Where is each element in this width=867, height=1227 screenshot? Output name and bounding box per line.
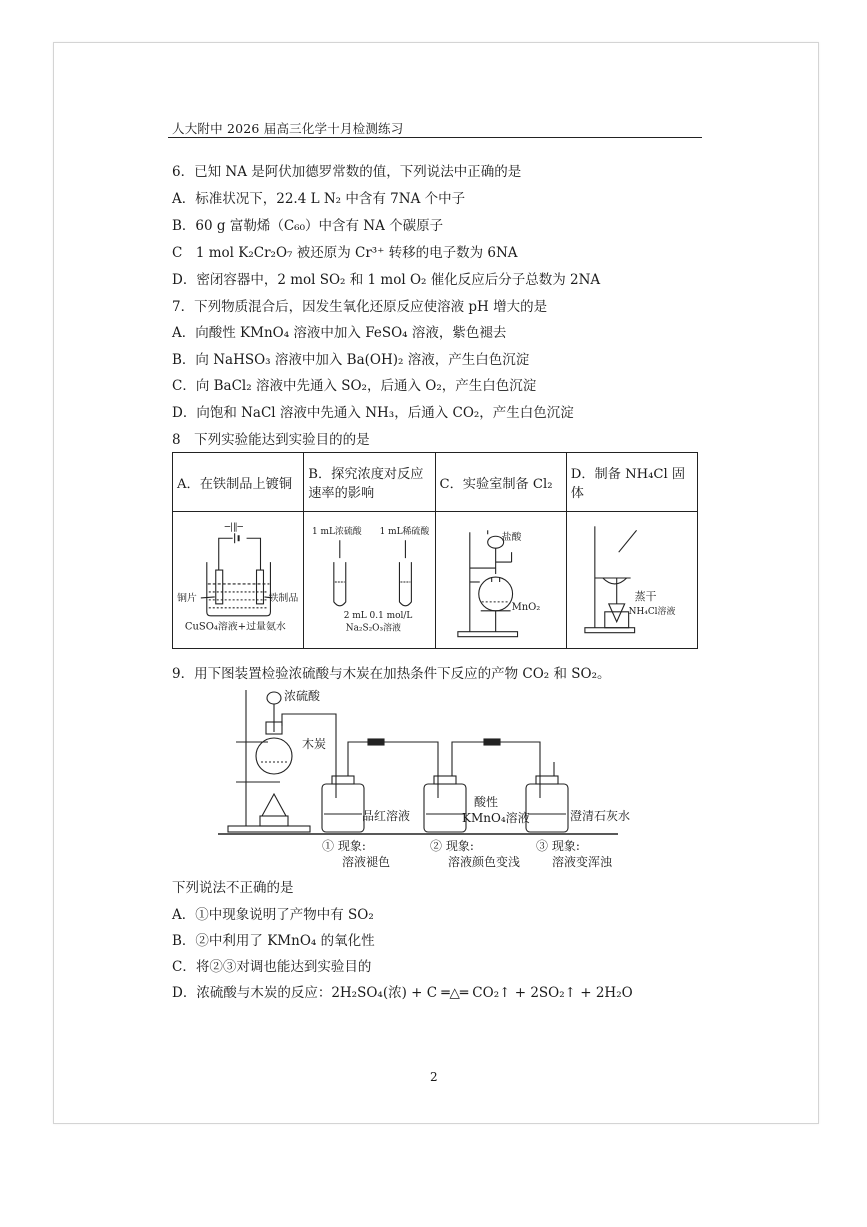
- q9-bottle2-label-a: 酸性: [474, 795, 499, 809]
- q7-option-a: A．向酸性 KMnO₄ 溶液中加入 FeSO₄ 溶液，紫色褪去: [172, 325, 507, 341]
- q9-phenomenon2-b: 溶液颜色变浅: [448, 855, 521, 869]
- q9-prompt: 下列说法不正确的是: [172, 880, 294, 896]
- q8-header-a: A．在铁制品上镀铜: [173, 453, 304, 512]
- c-acid-label: 盐酸: [501, 532, 522, 544]
- chlorine-apparatus: [436, 512, 566, 648]
- page-number: 2: [430, 1070, 438, 1084]
- q9-option-b: B．②中利用了 KMnO₄ 的氧化性: [172, 933, 375, 949]
- page-header: 人大附中 2026 届高三化学十月检测练习: [172, 121, 404, 136]
- q8-cell-d: [566, 512, 697, 649]
- q9-phenomenon3-b: 溶液变浑浊: [552, 855, 613, 869]
- q8-header-d: D．制备 NH₄Cl 固体: [566, 453, 697, 512]
- q8-header-c: C．实验室制备 Cl₂: [435, 453, 566, 512]
- q9-phenomenon1-a: ① 现象:: [322, 839, 366, 853]
- q7-option-d: D．向饱和 NaCl 溶液中先通入 NH₃，后通入 CO₂，产生白色沉淀: [172, 405, 574, 421]
- q9-bottle2-label-b: KMnO₄溶液: [462, 811, 530, 825]
- d-evap-label: 蒸干: [634, 589, 657, 603]
- b-conc-label: 1 mL浓硫酸: [312, 527, 362, 538]
- q8-stem: 8 下列实验能达到实验目的的是: [172, 432, 370, 448]
- q6-option-d: D．密闭容器中，2 mol SO₂ 和 1 mol O₂ 催化反应后分子总数为 2NA: [172, 272, 601, 288]
- d-solution-label: NH₄Cl溶液: [628, 606, 676, 617]
- electroplating-apparatus: [173, 512, 303, 648]
- q9-phenomenon3-a: ③ 现象:: [536, 839, 580, 853]
- q6-stem: 6．已知 NA 是阿伏加德罗常数的值，下列说法中正确的是: [172, 164, 522, 180]
- q9-bottle3-label: 澄清石灰水: [570, 809, 631, 823]
- rate-apparatus: [304, 512, 434, 648]
- a-copper-label: 铜片: [176, 592, 197, 604]
- a-power-label: ─|‖─: [224, 522, 243, 533]
- q6-option-a: A．标准状况下，22.4 L N₂ 中含有 7NA 个中子: [172, 191, 466, 207]
- b-dilute-label: 1 mL稀硫酸: [379, 527, 430, 538]
- q9-charcoal-label: 木炭: [302, 737, 327, 751]
- a-solution-label: CuSO₄溶液+过量氨水: [184, 621, 286, 633]
- q7-option-b: B．向 NaHSO₃ 溶液中加入 Ba(OH)₂ 溶液，产生白色沉淀: [172, 352, 530, 368]
- q9-option-d: D．浓硫酸与木炭的反应：2H₂SO₄(浓) + C ═△═ CO₂↑ + 2SO₂↑ + 2H₂O: [172, 985, 633, 1001]
- q9-option-c: C．将②③对调也能达到实验目的: [172, 959, 372, 975]
- q6-option-b: B．60 g 富勒烯（C₆₀）中含有 NA 个碳原子: [172, 218, 444, 234]
- b-thio-label-1: 2 mL 0.1 mol/L: [344, 610, 413, 621]
- c-mno2-label: MnO₂: [511, 601, 540, 613]
- b-thio-label-2: Na₂S₂O₃溶液: [346, 623, 402, 634]
- a-iron-label: 铁制品: [268, 592, 299, 604]
- q8-experiment-table: [172, 452, 698, 649]
- q9-stem: 9．用下图装置检验浓硫酸与木炭在加热条件下反应的产物 CO₂ 和 SO₂。: [172, 666, 611, 682]
- q9-phenomenon1-b: 溶液褪色: [342, 855, 391, 869]
- q7-option-c: C．向 BaCl₂ 溶液中先通入 SO₂，后通入 O₂，产生白色沉淀: [172, 378, 537, 394]
- q9-acid-label: 浓硫酸: [284, 689, 321, 703]
- q8-cell-a: [173, 512, 304, 649]
- q9-option-a: A．①中现象说明了产物中有 SO₂: [172, 907, 374, 923]
- header-divider: [168, 137, 702, 138]
- evaporation-apparatus: [567, 512, 697, 648]
- q9-bottle1-label: 品红溶液: [362, 809, 411, 823]
- q6-option-c: C 1 mol K₂Cr₂O₇ 被还原为 Cr³⁺ 转移的电子数为 6NA: [172, 245, 518, 261]
- q9-phenomenon2-a: ② 现象:: [430, 839, 474, 853]
- q8-header-b: B．探究浓度对反应速率的影响: [304, 453, 435, 512]
- q8-cell-b: [304, 512, 435, 649]
- q7-stem: 7．下列物质混合后，因发生氧化还原反应使溶液 pH 增大的是: [172, 299, 548, 315]
- q8-cell-c: [435, 512, 566, 649]
- q9-apparatus: [218, 686, 648, 874]
